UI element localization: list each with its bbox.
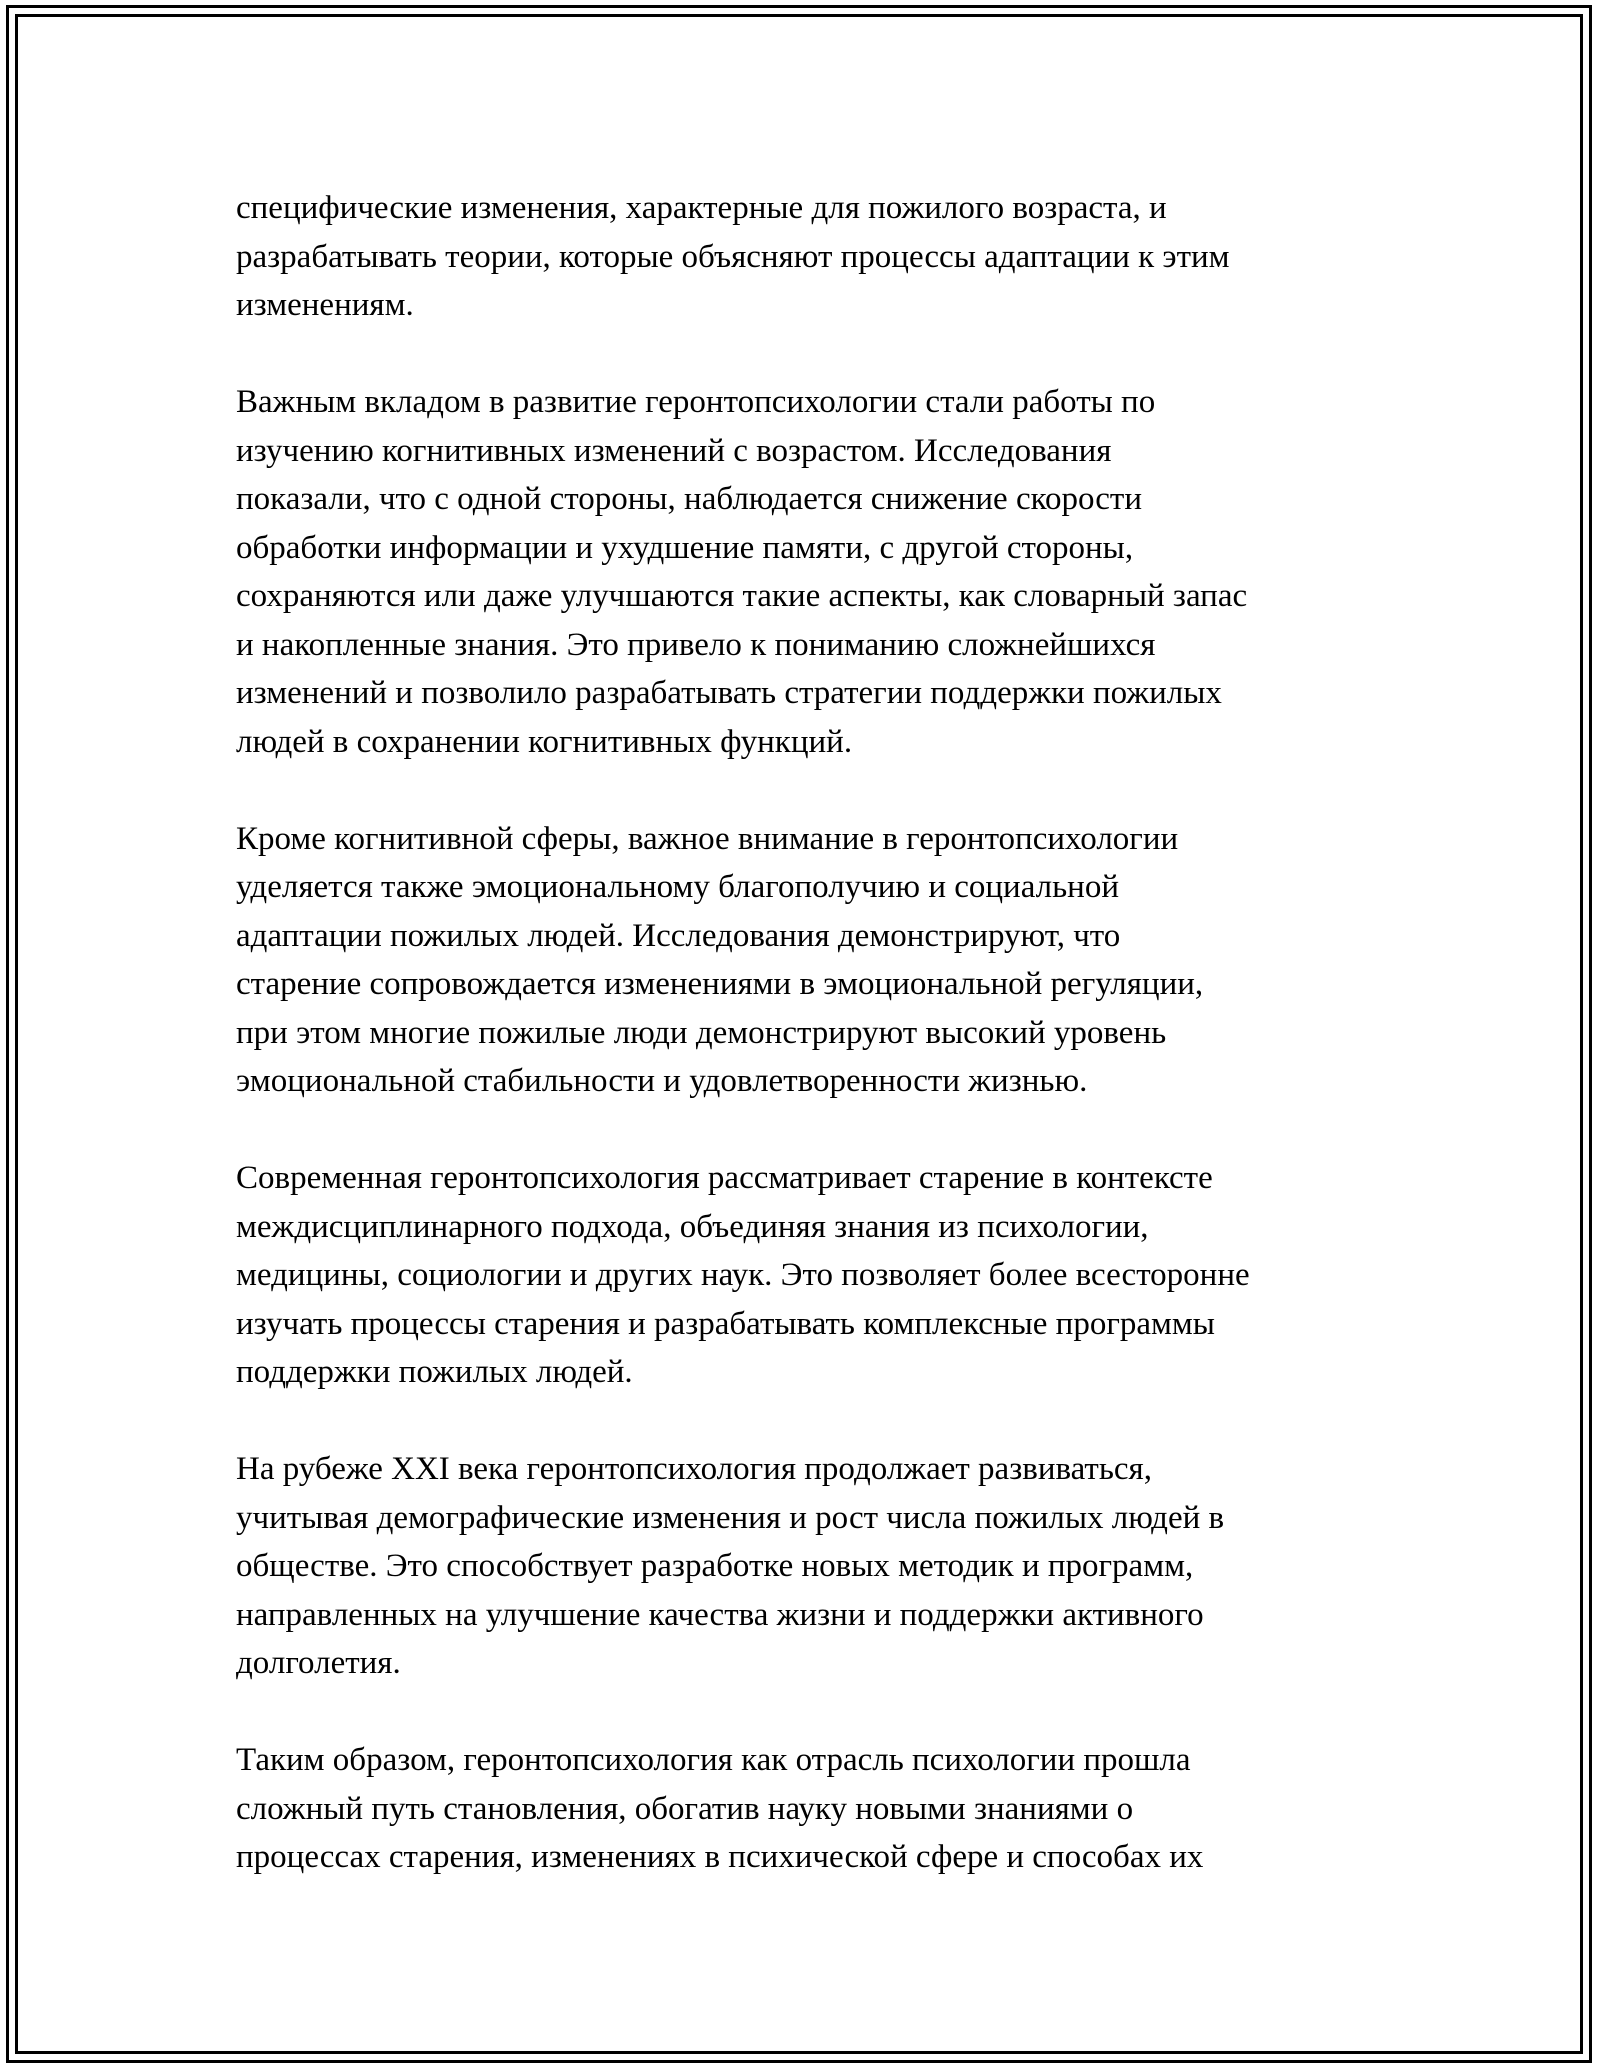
text-line: уделяется также эмоциональному благополучию и социальной (236, 869, 1119, 905)
paragraph (236, 378, 1406, 766)
text-line: изменений и позволило разрабатывать стратегии поддержки пожилых (236, 675, 1222, 711)
text-line: людей в сохранении когнитивных функций. (236, 723, 853, 760)
text-line: обществе. Это способствует разработке новых методик и программ, (236, 1548, 1194, 1584)
text-line: при этом многие пожилые люди демонстрируют высокий уровень (236, 1014, 1167, 1051)
text-line: Важным вкладом в развитие геронтопсихологии стали работы по (236, 384, 1156, 420)
text-line: На рубеже XXI века геронтопсихология продолжает развиваться, (236, 1451, 1152, 1487)
text-line: учитывая демографические изменения и рост числа пожилых людей в (236, 1499, 1225, 1536)
paragraph (236, 1445, 1406, 1688)
text-line: разрабатывать теории, которые объясняют процессы адаптации к этим (236, 238, 1230, 275)
text-line: изучать процессы старения и разрабатывать комплексные программы (236, 1305, 1215, 1342)
text-line: Таким образом, геронтопсихология как отрасль психологии прошла (236, 1742, 1191, 1778)
text-line: направленных на улучшение качества жизни и поддержки активного (236, 1596, 1204, 1633)
text-line: адаптации пожилых людей. Исследования демонстрируют, что (236, 917, 1121, 954)
text-line: изучению когнитивных изменений с возрастом. Исследования (236, 432, 1112, 469)
paragraph (236, 1736, 1406, 1882)
text-line: и накопленные знания. Это привело к пониманию сложнейшихся (236, 626, 1156, 663)
text-line: показали, что с одной стороны, наблюдается снижение скорости (236, 481, 1143, 517)
text-line: изменениям. (236, 287, 414, 323)
text-line: долголетия. (236, 1645, 401, 1681)
paragraph (236, 815, 1406, 1106)
text-line: междисциплинарного подхода, объединяя знания из психологии, (236, 1208, 1149, 1245)
text-line: медицины, социологии и других наук. Это позволяет более всесторонне (236, 1257, 1250, 1293)
document-body (236, 184, 1406, 1930)
paragraph (236, 1154, 1406, 1397)
text-line: сохраняются или даже улучшаются такие аспекты, как словарный запас (236, 578, 1248, 614)
text-line: Кроме когнитивной сферы, важное внимание в геронтопсихологии (236, 820, 1179, 857)
text-line: Современная геронтопсихология рассматривает старение в контексте (236, 1160, 1213, 1196)
text-line: процессах старения, изменениях в психической сфере и способах их (236, 1839, 1204, 1875)
paragraph (236, 184, 1406, 330)
text-line: обработки информации и ухудшение памяти, с другой стороны, (236, 529, 1134, 566)
text-line: специфические изменения, характерные для пожилого возраста, и (236, 190, 1167, 226)
text-line: эмоциональной стабильности и удовлетворенности жизнью. (236, 1063, 1088, 1099)
text-line: старение сопровождается изменениями в эмоциональной регуляции, (236, 966, 1204, 1002)
text-line: сложный путь становления, обогатив науку новыми знаниями о (236, 1790, 1134, 1827)
text-line: поддержки пожилых людей. (236, 1354, 633, 1390)
